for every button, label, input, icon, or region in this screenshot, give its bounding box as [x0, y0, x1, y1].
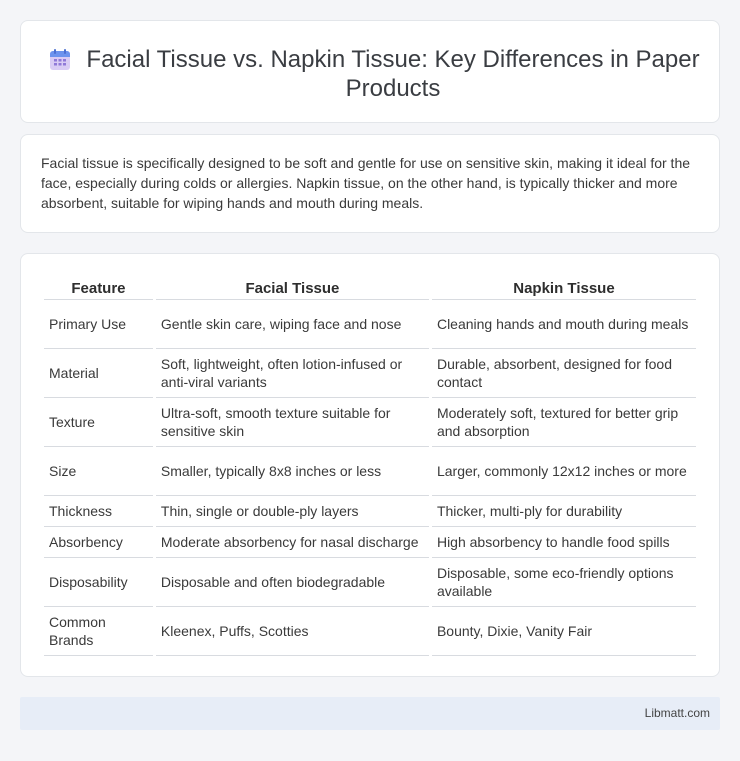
row-napkin: Moderately soft, textured for better grip and absorption — [432, 398, 696, 447]
table-row — [44, 607, 696, 656]
header-facial-tissue: Facial Tissue — [156, 274, 429, 300]
table-row — [44, 496, 696, 527]
row-feature: Thickness — [44, 496, 153, 527]
footer-site-link[interactable]: Libmatt.com — [644, 706, 710, 720]
comparison-table-card — [20, 253, 720, 677]
calendar-icon — [48, 48, 72, 72]
row-facial: Disposable and often biodegradable — [156, 558, 429, 607]
footer — [20, 697, 720, 730]
table-header-row — [44, 274, 696, 300]
title-card — [20, 20, 720, 123]
row-feature: Material — [44, 349, 153, 398]
table-row — [44, 300, 696, 349]
row-feature: Common Brands — [44, 607, 153, 656]
row-feature: Primary Use — [44, 300, 153, 349]
header-feature: Feature — [44, 274, 153, 300]
row-napkin: Durable, absorbent, designed for food contact — [432, 349, 696, 398]
table-row — [44, 447, 696, 496]
row-napkin: Cleaning hands and mouth during meals — [432, 300, 696, 349]
comparison-table — [41, 274, 699, 656]
row-napkin: High absorbency to handle food spills — [432, 527, 696, 558]
row-facial: Smaller, typically 8x8 inches or less — [156, 447, 429, 496]
row-napkin: Disposable, some eco-friendly options available — [432, 558, 696, 607]
row-facial: Kleenex, Puffs, Scotties — [156, 607, 429, 656]
table-row — [44, 349, 696, 398]
row-facial: Soft, lightweight, often lotion-infused or anti-viral variants — [156, 349, 429, 398]
row-facial: Thin, single or double-ply layers — [156, 496, 429, 527]
row-napkin: Thicker, multi-ply for durability — [432, 496, 696, 527]
intro-card — [20, 134, 720, 233]
table-row — [44, 398, 696, 447]
row-napkin: Bounty, Dixie, Vanity Fair — [432, 607, 696, 656]
row-facial: Gentle skin care, wiping face and nose — [156, 300, 429, 349]
header-napkin-tissue: Napkin Tissue — [432, 274, 696, 300]
table-row — [44, 527, 696, 558]
row-napkin: Larger, commonly 12x12 inches or more — [432, 447, 696, 496]
row-feature: Absorbency — [44, 527, 153, 558]
row-feature: Texture — [44, 398, 153, 447]
row-feature: Disposability — [44, 558, 153, 607]
intro-text: Facial tissue is specifically designed to be soft and gentle for use on sensitive skin, making it ideal for the face, especially during colds or allergies. Napkin tissue, on the other hand, is typically thicker and more absorbent, suitable for wiping hands and mouth during meals. — [41, 155, 691, 211]
row-facial: Ultra-soft, smooth texture suitable for sensitive skin — [156, 398, 429, 447]
page-title: Facial Tissue vs. Napkin Tissue: Key Differences in Paper Products — [86, 46, 700, 102]
row-facial: Moderate absorbency for nasal discharge — [156, 527, 429, 558]
table-row — [44, 558, 696, 607]
row-feature: Size — [44, 447, 153, 496]
